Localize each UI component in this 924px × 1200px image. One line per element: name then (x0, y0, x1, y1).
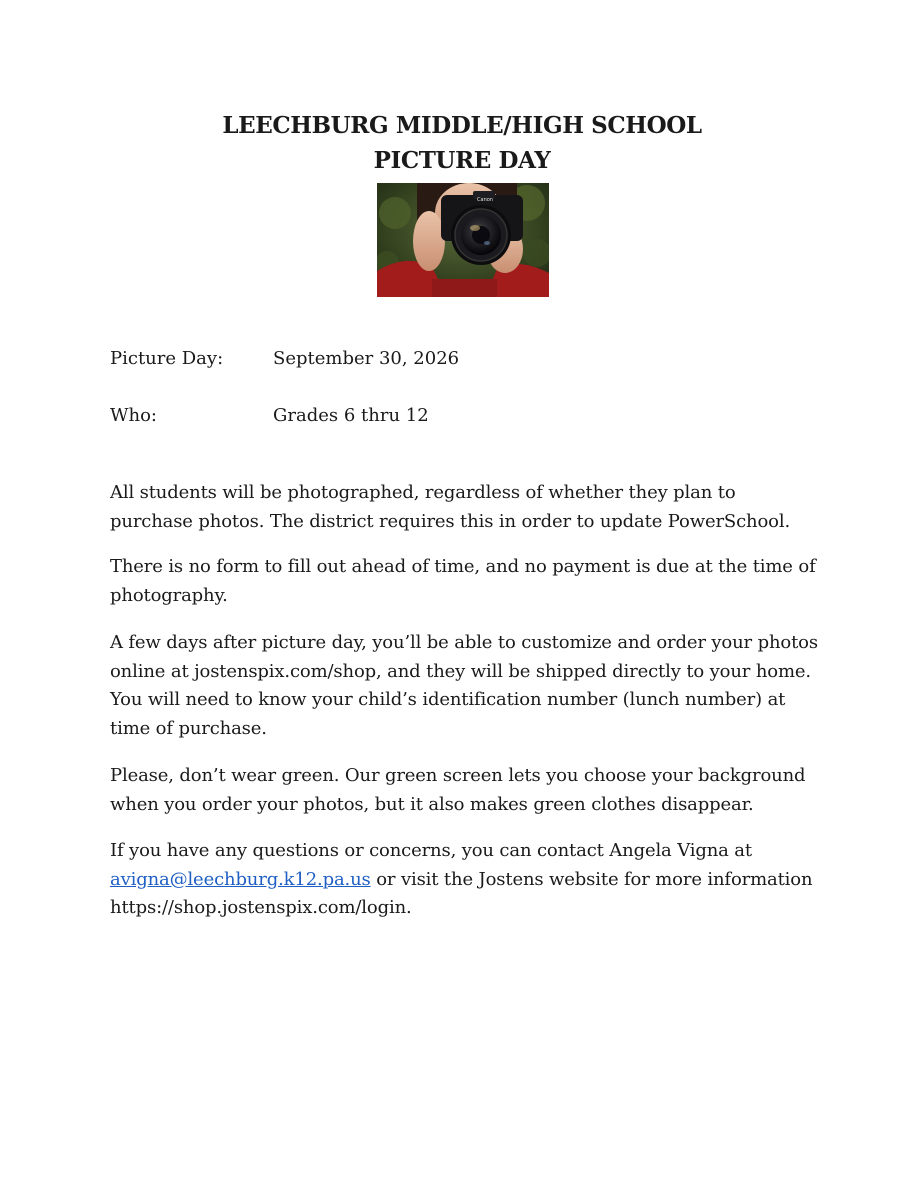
picture-day-label: Picture Day: (110, 348, 224, 369)
who-value: Grades 6 thru 12 (273, 405, 429, 426)
contact-text-before: If you have any questions or concerns, you can contact Angela Vigna at (110, 840, 752, 861)
paragraph-no-green: Please, don’t wear green. Our green screen lets you choose your background when you order your photos, but it also makes green clothes disappear. (110, 765, 806, 815)
camera-photo (377, 183, 549, 297)
camera-illustration (377, 183, 549, 297)
contact-text-after: or visit the Jostens website for more information https://shop.jostenspix.com/login. (110, 868, 813, 918)
who-label: Who: (110, 405, 157, 426)
paragraph-ordering: A few days after picture day, you’ll be able to customize and order your photos online at jostenspix.com/shop, and they will be shipped directly to your home. You will need to know your child’s identification number (lunch number) at time of purchase. (110, 632, 818, 739)
school-title: LEECHBURG MIDDLE/HIGH SCHOOL (222, 112, 702, 139)
paragraph-all-students: All students will be photographed, regardless of whether they plan to purchase photos. The district requires this in order to update PowerSchool. (110, 482, 791, 532)
picture-day-row (110, 346, 459, 372)
contact-email-link[interactable]: avigna@leechburg.k12.pa.us (110, 868, 371, 890)
who-row (110, 403, 429, 429)
paragraph-contact (110, 837, 822, 923)
picture-day-date: September 30, 2026 (273, 348, 460, 369)
event-title: PICTURE DAY (373, 147, 551, 174)
camera-brand-mark: Canon (477, 197, 493, 203)
paragraph-no-form: There is no form to fill out ahead of time, and no payment is due at the time of photography. (110, 556, 816, 606)
